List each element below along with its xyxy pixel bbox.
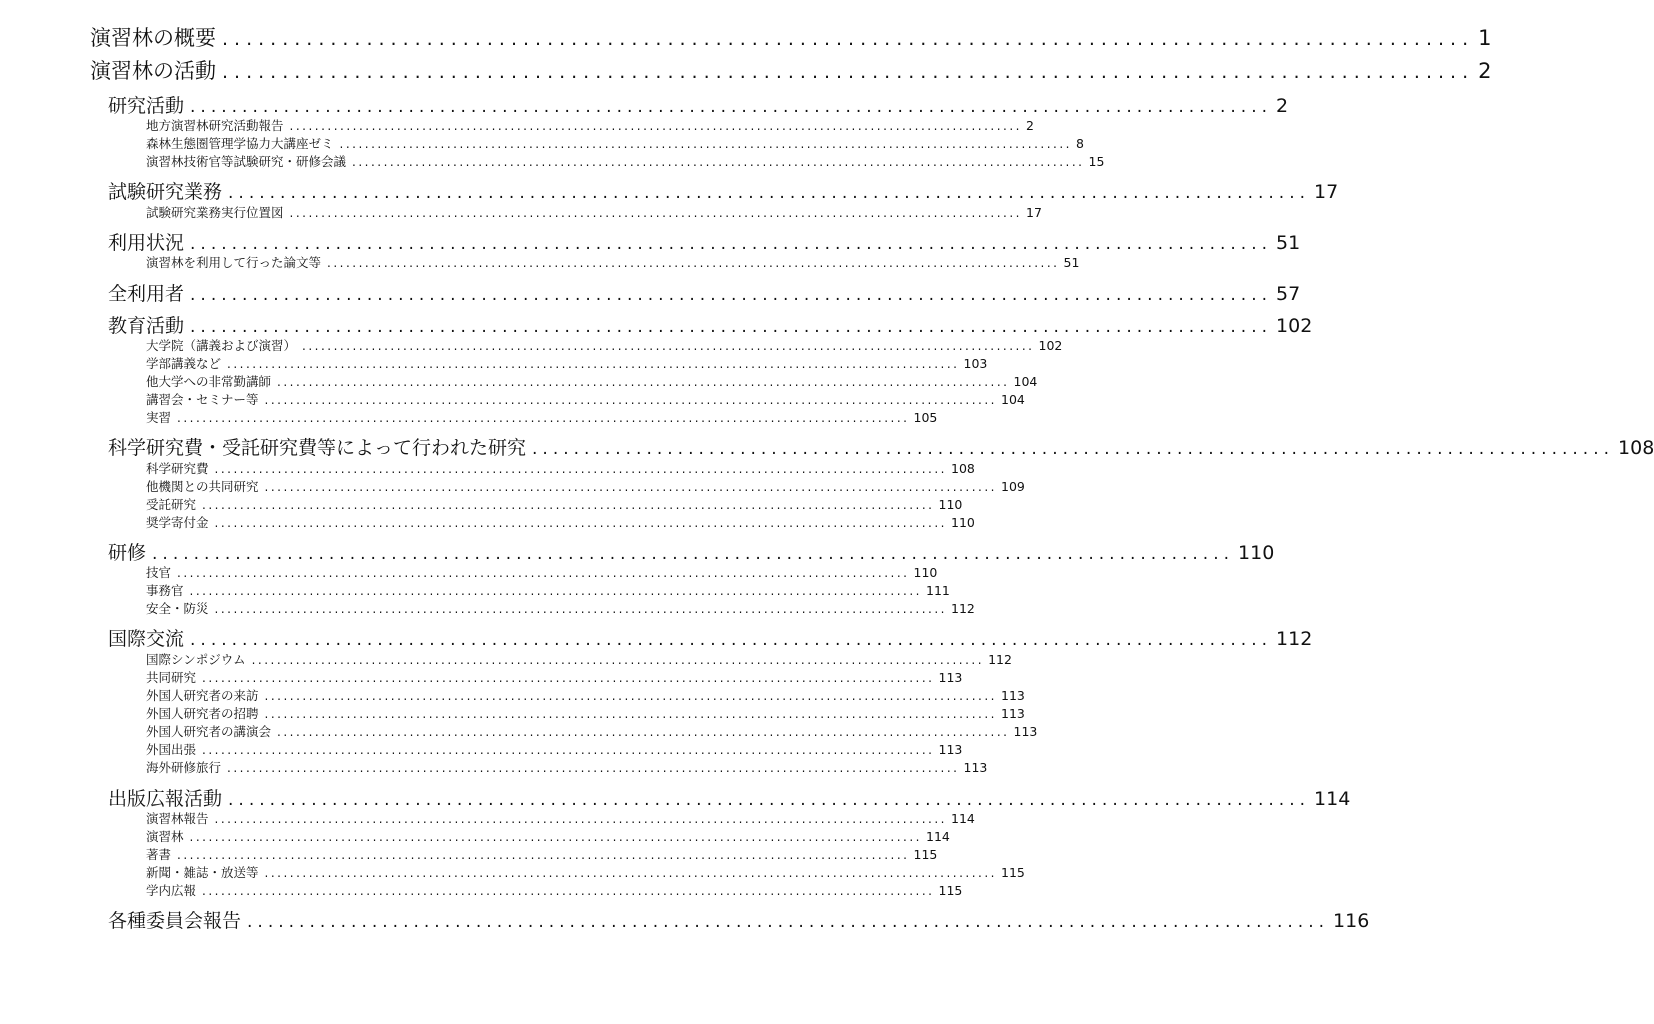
toc-leader-dots: .................................................................................................................... (289, 119, 1022, 133)
toc-entry-page: 114 (1314, 788, 1351, 810)
toc-entry (146, 758, 988, 776)
toc-entry-label: 外国人研究者の招聘 (146, 706, 259, 721)
toc-leader-dots: .................................................................................................................... (177, 411, 910, 425)
toc-entry-page: 105 (913, 410, 938, 425)
toc-entry-label: 国際シンポジウム (146, 652, 246, 667)
toc-leader-dots: .................................................................................................................... (214, 602, 947, 616)
toc-leader-dots: .................................................................................................................... (214, 812, 947, 826)
toc-entry (146, 581, 950, 599)
toc-leader-dots: .................................................................................................................... (264, 393, 997, 407)
toc-entry-label: 演習林報告 (146, 811, 209, 826)
toc-entry-page: 116 (1333, 910, 1370, 932)
toc-entry-page: 112 (1276, 628, 1313, 650)
toc-entry-page: 113 (938, 742, 963, 757)
toc-entry-label: 大学院（講義および演習） (146, 338, 297, 353)
toc-leader-dots: .................................................................................................................... (339, 137, 1072, 151)
toc-entry-label: 共同研究 (146, 670, 197, 685)
toc-leader-dots: .................................................................................................................... (177, 566, 910, 580)
toc-entry-label: 全利用者 (108, 283, 185, 305)
toc-entry (108, 538, 1275, 565)
toc-entry (146, 459, 975, 477)
toc-entry-label: 科学研究費・受託研究費等によって行われた研究 (108, 437, 527, 459)
toc-entry (146, 845, 938, 863)
toc-entry-label: 学部講義など (146, 356, 222, 371)
toc-entry-label: 海外研修旅行 (146, 760, 222, 775)
toc-entry (146, 513, 975, 531)
toc-entry (146, 809, 975, 827)
toc-entry (108, 624, 1313, 651)
toc-entry (108, 906, 1370, 933)
toc-leader-dots: .................................................................................................................... (251, 653, 985, 667)
toc-entry-page: 57 (1276, 283, 1301, 305)
toc-leader-dots: .................................................................................................................... (177, 848, 910, 862)
toc-entry-page: 113 (1001, 706, 1025, 721)
toc-entry-label: 試験研究業務実行位置図 (146, 205, 284, 220)
toc-entry-page: 8 (1076, 136, 1084, 151)
toc-entry-page: 2 (1026, 118, 1034, 133)
toc-entry-page: 104 (1013, 374, 1038, 389)
toc-leader-dots: .................................................................................................................... (264, 480, 997, 494)
toc-entry (146, 495, 963, 513)
toc-entry-label: 学内広報 (146, 883, 197, 898)
toc-entry-label: 講習会・セミナー等 (146, 392, 259, 407)
toc-entry-page: 51 (1276, 232, 1301, 254)
toc-entry-page: 113 (1013, 724, 1038, 739)
toc-entry-label: 森林生態圏管理学協力大講座ゼミ (146, 136, 334, 151)
toc-entry (146, 253, 1080, 271)
toc-leader-dots: .................................................................................................................... (202, 498, 935, 512)
toc-entry-page: 114 (926, 829, 950, 844)
toc-leader-dots: .................................................................................................................... (327, 256, 1060, 270)
toc-entry-page: 104 (1001, 392, 1025, 407)
toc-entry-label: 演習林技術官等試験研究・研修会議 (146, 154, 347, 169)
toc-entry (146, 203, 1042, 221)
toc-entry-page: 110 (1238, 542, 1275, 564)
toc-entry (146, 134, 1084, 152)
toc-entry-label: 外国人研究者の講演会 (146, 724, 272, 739)
toc-entry-page: 51 (1063, 255, 1080, 270)
toc-entry-label: 演習林の概要 (90, 26, 216, 50)
toc-entry-label: 外国人研究者の来訪 (146, 688, 259, 703)
toc-leader-dots: .................................................................................................................... (264, 866, 997, 880)
toc-entry-page: 115 (938, 883, 963, 898)
toc-entry (146, 686, 1025, 704)
toc-leader-dots: .................................................................................................................... (352, 155, 1085, 169)
toc-entry-page: 15 (1088, 154, 1105, 169)
toc-entry (108, 311, 1313, 338)
toc-entry-page: 102 (1038, 338, 1063, 353)
toc-entry-label: 技官 (146, 565, 172, 580)
toc-entry (146, 722, 1038, 740)
toc-entry-page: 17 (1314, 181, 1339, 203)
toc-entry (90, 55, 1492, 85)
toc-entry (146, 372, 1038, 390)
toc-entry-label: 研究活動 (108, 95, 185, 117)
toc-entry-page: 102 (1276, 315, 1313, 337)
toc-leader-dots: ........................................................................................................ (190, 97, 1273, 117)
toc-entry-label: 奨学寄付金 (146, 515, 209, 530)
toc-leader-dots: ........................................................................................................ (190, 234, 1273, 254)
toc-entry-label: 著書 (146, 847, 172, 862)
toc-entry-label: 国際交流 (108, 628, 185, 650)
toc-leader-dots: ........................................................................................................ (190, 630, 1273, 650)
toc-entry-label: 外国出張 (146, 742, 197, 757)
toc-entry (146, 477, 1025, 495)
toc-entry-label: 演習林の活動 (90, 59, 216, 83)
toc-entry-label: 他機関との共同研究 (146, 479, 259, 494)
toc-leader-dots: .................................................................................................................... (264, 707, 997, 721)
toc-entry (146, 740, 963, 758)
toc-entry-page: 2 (1276, 95, 1289, 117)
toc-entry-label: 試験研究業務 (108, 181, 223, 203)
toc-entry (146, 863, 1025, 881)
toc-entry-label: 演習林を利用して行った論文等 (146, 255, 322, 270)
toc-entry (108, 279, 1301, 306)
toc-entry-label: 新聞・雑誌・放送等 (146, 865, 259, 880)
toc-entry (146, 563, 938, 581)
toc-entry (108, 433, 1654, 460)
toc-leader-dots: .................................................................................................................... (277, 375, 1010, 389)
toc-leader-dots: .................................................................................................................... (202, 743, 935, 757)
toc-leader-dots: .................................................................................................................... (189, 584, 922, 598)
toc-leader-dots: .................................................................................................................... (277, 725, 1010, 739)
toc-entry-label: 安全・防災 (146, 601, 209, 616)
toc-entry-page: 1 (1478, 26, 1492, 50)
toc-entry (146, 336, 1063, 354)
toc-leader-dots: .................................................................................................................... (302, 339, 1035, 353)
toc-entry-label: 実習 (146, 410, 172, 425)
toc-leader-dots: .................................................................................................................... (202, 671, 935, 685)
toc-entry-label: 地方演習林研究活動報告 (146, 118, 284, 133)
toc-leader-dots: .................................................................................................................... (227, 761, 960, 775)
toc-entry-label: 他大学への非常勤講師 (146, 374, 272, 389)
toc-entry (146, 599, 975, 617)
toc-entry-page: 110 (938, 497, 963, 512)
toc-entry-page: 113 (963, 760, 988, 775)
toc-entry-page: 111 (926, 583, 950, 598)
toc-leader-dots: ........................................................................................................ (532, 439, 1615, 459)
toc-entry-label: 出版広報活動 (108, 788, 223, 810)
toc-entry-page: 112 (951, 601, 975, 616)
toc-entry-page: 113 (938, 670, 963, 685)
toc-entry-label: 科学研究費 (146, 461, 209, 476)
toc-entry (108, 228, 1301, 255)
toc-entry-label: 研修 (108, 542, 147, 564)
toc-leader-dots: ........................................................................................................ (228, 183, 1311, 203)
toc-entry-label: 事務官 (146, 583, 184, 598)
toc-entry-page: 110 (951, 515, 975, 530)
toc-entry-label: 各種委員会報告 (108, 910, 242, 932)
toc-leader-dots: ........................................................................................................ (190, 285, 1273, 305)
toc-entry-page: 17 (1026, 205, 1042, 220)
toc-entry-page: 114 (951, 811, 975, 826)
toc-entry-page: 115 (1001, 865, 1025, 880)
toc-leader-dots: .................................................................................................................... (189, 830, 922, 844)
toc-entry-label: 演習林 (146, 829, 184, 844)
toc-leader-dots: .................................................................................................................... (264, 689, 997, 703)
toc-entry (146, 827, 950, 845)
toc-entry (146, 668, 963, 686)
toc-leader-dots: .................................................................................................................... (214, 516, 947, 530)
toc-leader-dots: ........................................................................................................ (247, 912, 1330, 932)
toc-entry-page: 110 (913, 565, 938, 580)
toc-entry (146, 408, 938, 426)
toc-entry (108, 784, 1351, 811)
toc-entry (108, 177, 1339, 204)
toc-leader-dots: ........................................................................................................ (222, 61, 1475, 83)
toc-entry (146, 116, 1034, 134)
toc-leader-dots: .................................................................................................................... (202, 884, 935, 898)
toc-entry-page: 108 (951, 461, 975, 476)
toc-leader-dots: .................................................................................................................... (289, 206, 1022, 220)
toc-entry (108, 91, 1289, 118)
toc-entry-label: 利用状況 (108, 232, 185, 254)
toc-leader-dots: .................................................................................................................... (214, 462, 947, 476)
toc-entry (146, 390, 1025, 408)
toc-entry (146, 152, 1105, 170)
toc-entry (146, 704, 1025, 722)
toc-entry-page: 103 (963, 356, 988, 371)
toc-entry (146, 881, 963, 899)
toc-leader-dots: ........................................................................................................ (190, 317, 1273, 337)
toc-entry-page: 109 (1001, 479, 1025, 494)
toc-entry-label: 教育活動 (108, 315, 185, 337)
toc-entry (146, 650, 1012, 668)
toc-entry (90, 22, 1492, 52)
toc-entry-page: 108 (1618, 437, 1654, 459)
toc-entry-label: 受託研究 (146, 497, 197, 512)
toc-entry-page: 115 (913, 847, 938, 862)
toc-entry-page: 112 (988, 652, 1012, 667)
toc-leader-dots: ........................................................................................................ (228, 790, 1311, 810)
toc-leader-dots: ........................................................................................................ (152, 544, 1235, 564)
toc-leader-dots: ........................................................................................................ (222, 28, 1475, 50)
toc-entry (146, 354, 988, 372)
toc-entry-page: 113 (1001, 688, 1025, 703)
toc-entry-page: 2 (1478, 59, 1492, 83)
toc-leader-dots: .................................................................................................................... (227, 357, 960, 371)
